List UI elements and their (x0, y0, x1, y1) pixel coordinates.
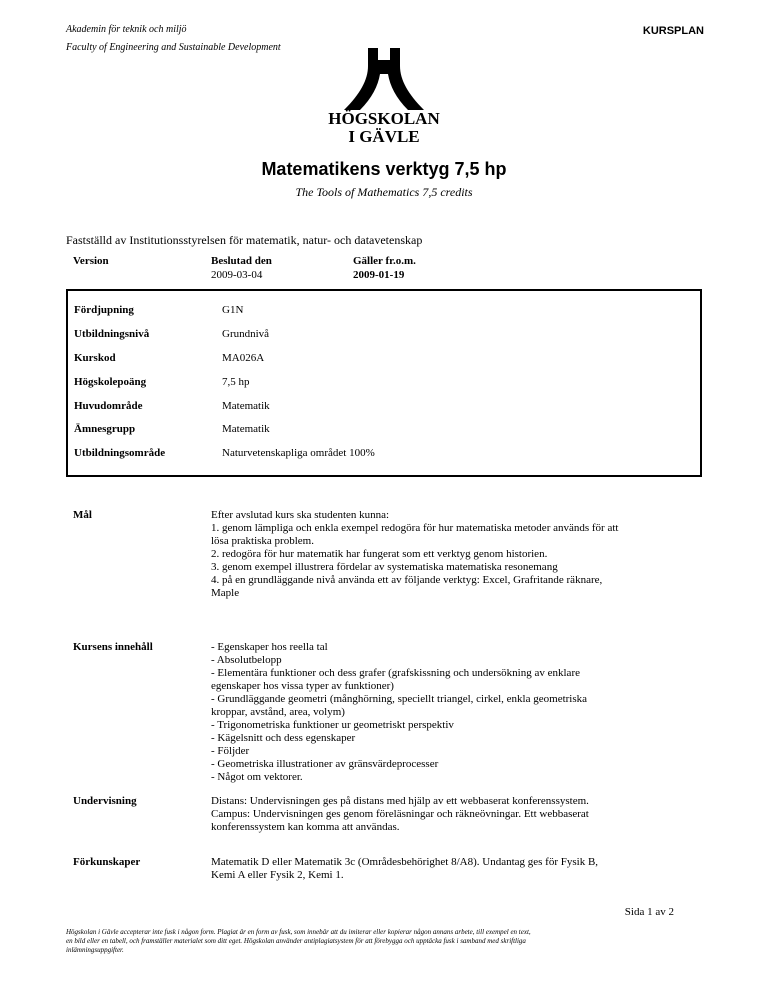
text-line: lösa praktiska problem. (211, 535, 314, 547)
decided-label: Beslutad den (211, 255, 272, 267)
doc-type-label: KURSPLAN (642, 25, 704, 37)
info-label: Utbildningsområde (74, 447, 166, 459)
text-line: - Geometriska illustrationer av gränsvärdeprocesser (211, 758, 439, 770)
section-text-content (211, 641, 701, 784)
text-line: - Trigonometriska funktioner ur geometriskt perspektiv (211, 719, 454, 731)
logo-text-line1: HÖGSKOLAN (328, 109, 440, 128)
section-text-prerequisites (211, 856, 701, 882)
info-label: Huvudområde (74, 400, 143, 412)
established-by: Fastställd av Institutionsstyrelsen för matematik, natur- och datavetenskap (66, 233, 423, 247)
section-label-content: Kursens innehåll (73, 641, 153, 653)
info-label: Kurskod (74, 352, 116, 364)
section-label-prerequisites: Förkunskaper (73, 856, 141, 868)
info-value: MA026A (222, 352, 265, 364)
section-label-mal: Mål (73, 509, 92, 521)
section-text-teaching (211, 795, 701, 834)
info-value: 7,5 hp (222, 376, 250, 388)
text-line: en bild eller en tabell, och framställer materialet som ditt eget. Högskolan använder antiplagiatsystem för att förebygga och upptäcka fusk i samband med skriftliga (66, 937, 526, 945)
text-line: Matematik D eller Matematik 3c (Områdesbehörighet 8/A8). Undantag ges för Fysik B, (211, 856, 599, 868)
info-value: Matematik (222, 423, 270, 435)
decided-value: 2009-03-04 (211, 269, 263, 281)
info-value: Naturvetenskapliga området 100% (222, 447, 375, 459)
logo-text-line2: I GÄVLE (348, 127, 420, 146)
org-name-sv: Akademin för teknik och miljö (66, 24, 187, 35)
section-label-teaching: Undervisning (73, 795, 137, 807)
text-line: Campus: Undervisningen ges genom föreläsningar och räkneövningar. Ett webbaserat (211, 808, 589, 820)
text-line: Högskolan i Gävle accepterar inte fusk i någon form. Plagiat är en form av fusk, som innebär att du imiterar eller kopierar någon annans arbete, till exempel en text, (66, 928, 531, 936)
info-value: Matematik (222, 400, 270, 412)
info-row (74, 447, 694, 461)
org-name-en: Faculty of Engineering and Sustainable Development (66, 42, 281, 53)
text-line: 3. genom exempel illustrera fördelar av systematiska matematiska resonemang (211, 561, 558, 573)
page-number: Sida 1 av 2 (624, 906, 674, 918)
text-line: Efter avslutad kurs ska studenten kunna: (211, 509, 390, 521)
text-line: - Grundläggande geometri (månghörning, speciellt triangel, cirkel, enkla geometriska (211, 693, 588, 705)
valid-from-label: Gäller fr.o.m. (353, 255, 416, 267)
text-line: egenskaper hos vissa typer av funktioner) (211, 680, 394, 692)
text-line: Maple (211, 587, 240, 599)
text-line: Distans: Undervisningen ges på distans med hjälp av ett webbaserat konferenssystem. (211, 795, 589, 807)
info-row (74, 304, 694, 318)
course-subtitle: The Tools of Mathematics 7,5 credits (295, 185, 473, 199)
text-line: kroppar, avstånd, area, volym) (211, 706, 345, 718)
info-label: Fördjupning (74, 304, 134, 316)
info-row (74, 352, 694, 366)
text-line: konferenssystem kan komma att användas. (211, 821, 400, 833)
text-line: - Elementära funktioner och dess grafer (grafskissning och undersökning av enklare (211, 667, 580, 679)
course-info-box (66, 289, 702, 477)
text-line: - Egenskaper hos reella tal (211, 641, 328, 653)
text-line: - Absolutbelopp (211, 654, 282, 666)
text-line: 1. genom lämpliga och enkla exempel redogöra för hur matematiska metoder används för att (211, 522, 619, 534)
version-label: Version (73, 255, 109, 267)
section-text-mal (211, 509, 701, 600)
valid-from-value: 2009-01-19 (353, 269, 405, 281)
text-line: - Kägelsnitt och dess egenskaper (211, 732, 356, 744)
info-row (74, 376, 694, 390)
course-title: Matematikens verktyg 7,5 hp (261, 159, 507, 179)
info-row (74, 423, 694, 437)
info-row (74, 328, 694, 342)
info-row (74, 400, 694, 414)
text-line: - Något om vektorer. (211, 771, 303, 783)
hogskolan-logo-icon (338, 46, 430, 112)
info-label: Utbildningsnivå (74, 328, 150, 340)
text-line: - Följder (211, 745, 250, 757)
info-value: G1N (222, 304, 244, 316)
text-line: Kemi A eller Fysik 2, Kemi 1. (211, 869, 344, 881)
info-value: Grundnivå (222, 328, 270, 340)
text-line: inlämningsuppgifter. (66, 946, 124, 954)
text-line: 2. redogöra för hur matematik har fungerat som ett verktyg genom historien. (211, 548, 548, 560)
plagiarism-disclaimer (66, 928, 706, 955)
info-label: Högskolepoäng (74, 376, 147, 388)
info-label: Ämnesgrupp (74, 423, 136, 435)
text-line: 4. på en grundläggande nivå använda ett av följande verktyg: Excel, Grafritande räknare, (211, 574, 603, 586)
